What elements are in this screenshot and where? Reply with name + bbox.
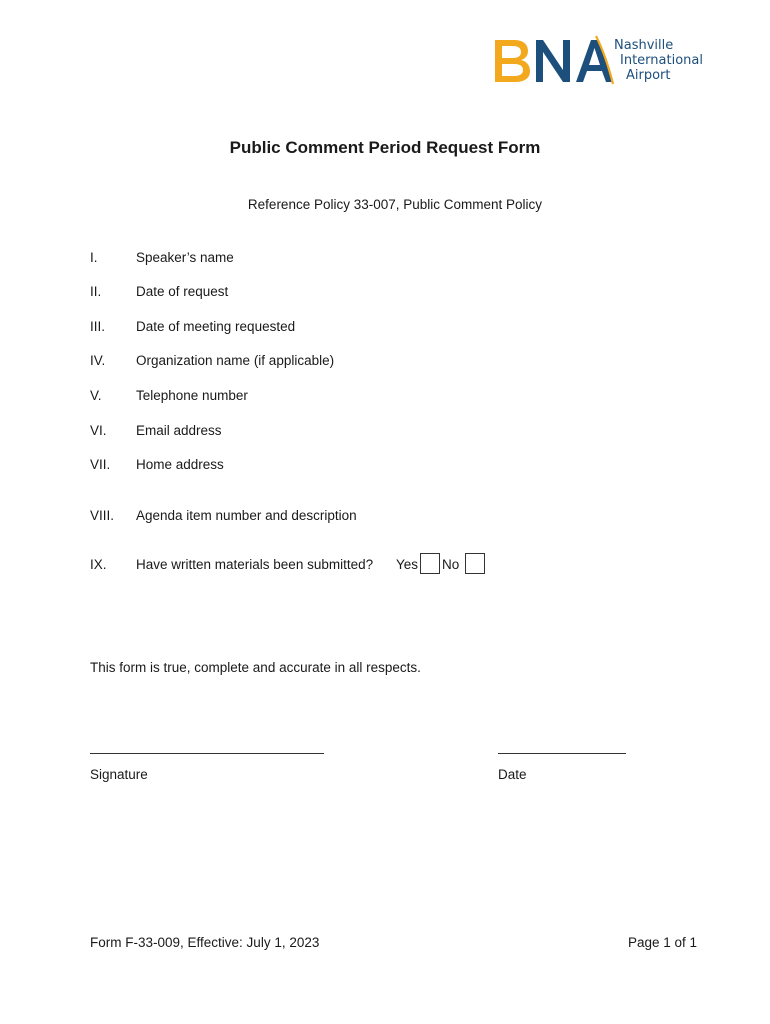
no-label: No — [442, 557, 460, 572]
date-line[interactable] — [498, 753, 626, 754]
bna-logo-letters — [492, 34, 622, 86]
logo-line-nashville: Nashville — [614, 38, 674, 53]
bna-logo — [492, 34, 712, 86]
field-label: Home address — [136, 457, 224, 472]
field-label: Agenda item number and description — [136, 508, 357, 523]
signature-label: Signature — [90, 767, 148, 782]
policy-reference: Reference Policy 33-007, Public Comment Policy — [247, 197, 543, 212]
field-number: I. — [90, 250, 98, 265]
field-label: Date of request — [136, 284, 229, 299]
field-number: VI. — [90, 423, 107, 438]
field-number: VII. — [90, 457, 111, 472]
attestation-statement: This form is true, complete and accurate in all respects. — [90, 660, 421, 675]
form-title: Public Comment Period Request Form — [229, 138, 541, 157]
field-number: VIII. — [90, 508, 115, 523]
footer-form-id: Form F-33-009, Effective: July 1, 2023 — [90, 935, 320, 950]
signature-line[interactable] — [90, 753, 324, 754]
field-number: II. — [90, 284, 102, 299]
field-label: Organization name (if applicable) — [136, 353, 335, 368]
field-number: III. — [90, 319, 106, 334]
field-number: IV. — [90, 353, 106, 368]
field-label: Speaker’s name — [136, 250, 234, 265]
bna-logo-text — [614, 38, 703, 83]
logo-line-international: International — [620, 53, 703, 68]
yes-label: Yes — [396, 557, 419, 572]
field-number: V. — [90, 388, 102, 403]
yes-checkbox[interactable] — [420, 553, 440, 574]
field-label: Have written materials been submitted? — [136, 557, 374, 572]
field-label: Date of meeting requested — [136, 319, 296, 334]
field-label: Email address — [136, 423, 222, 438]
logo-line-airport: Airport — [626, 68, 671, 83]
field-number: IX. — [90, 557, 107, 572]
field-label: Telephone number — [136, 388, 248, 403]
footer-page-number: Page 1 of 1 — [627, 935, 697, 950]
no-checkbox[interactable] — [465, 553, 485, 574]
date-label: Date — [498, 767, 527, 782]
